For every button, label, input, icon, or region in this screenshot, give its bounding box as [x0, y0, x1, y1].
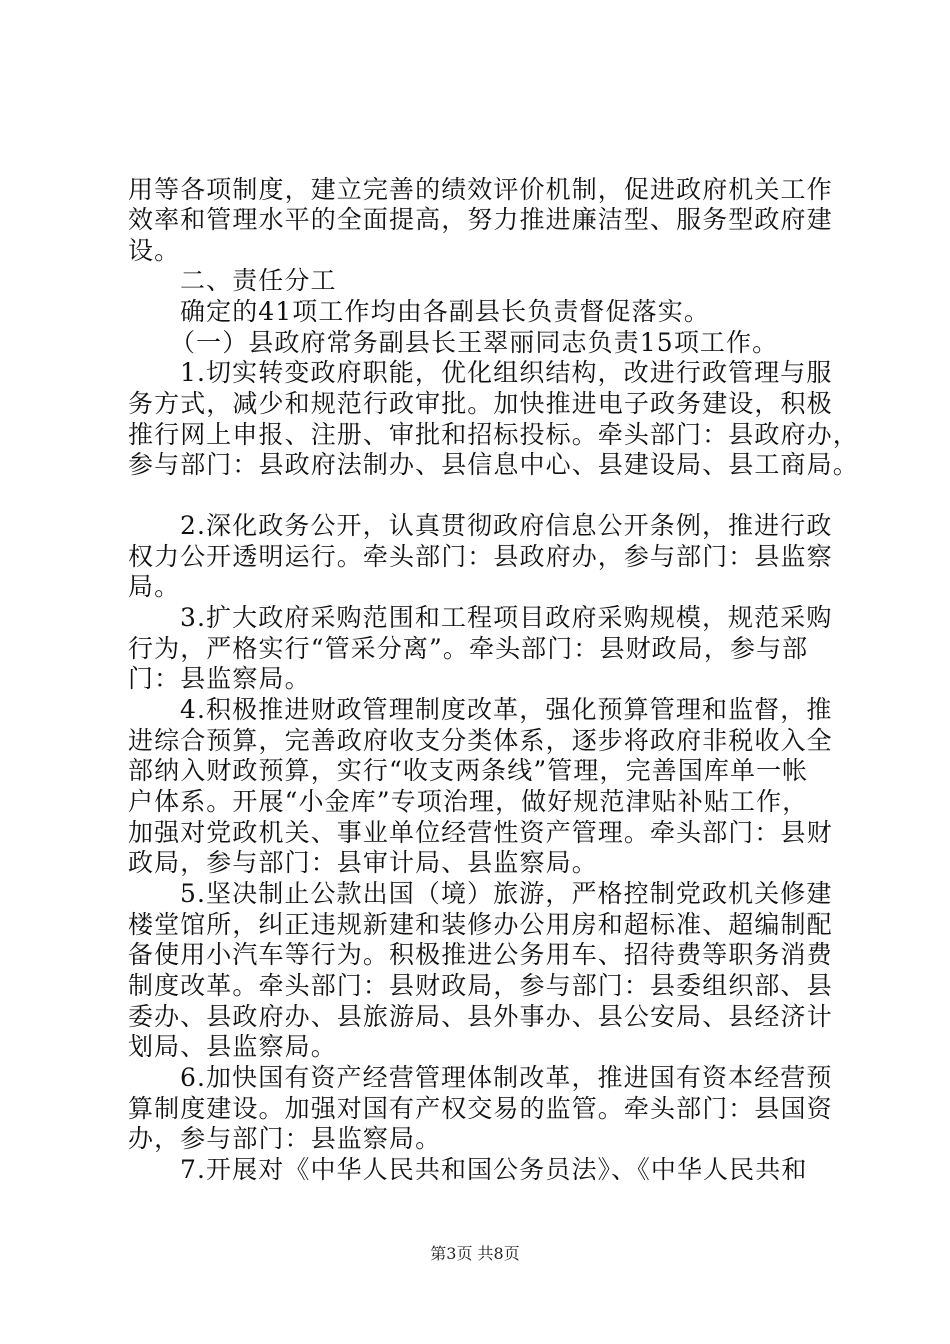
item-5-line-4: 制度改革。牵头部门：县财政局，参与部门：县委组织部、县 [128, 971, 833, 1000]
item-3-line-1: 3.扩大政府采购范围和工程项目政府采购规模，规范采购 [180, 603, 833, 632]
item-1-line-2: 务方式，减少和规范行政审批。加快推进电子政务建设，积极 [128, 389, 833, 418]
text-line-2: 效率和管理水平的全面提高，努力推进廉洁型、服务型政府建 [128, 205, 833, 234]
item-4-line-6: 政局，参与部门：县审计局、县监察局。 [128, 848, 598, 877]
item-5-line-2: 楼堂馆所，纠正违规新建和装修办公用房和超标准、超编制配 [128, 910, 833, 939]
item-4-line-3: 部纳入财政预算，实行“收支两条线”管理，完善国库单一帐 [128, 756, 809, 785]
item-6-line-1: 6.加快国有资产经营管理体制改革，推进国有资本经营预 [180, 1063, 833, 1092]
text-line-5: 确定的41项工作均由各副县长负责督促落实。 [180, 297, 710, 326]
item-1-line-3: 推行网上申报、注册、审批和招标投标。牵头部门：县政府办， [128, 420, 859, 449]
item-4-line-4: 户体系。开展“小金库”专项治理，做好规范津贴补贴工作， [128, 787, 809, 816]
page-number-footer: 第3页 共8页 [430, 1244, 520, 1263]
item-1-line-1: 1.切实转变政府职能，优化组织结构，改进行政管理与服 [180, 358, 833, 387]
item-5-line-3: 备使用小汽车等行为。积极推进公务用车、招待费等职务消费 [128, 940, 833, 969]
item-2-line-1: 2.深化政务公开，认真贯彻政府信息公开条例，推进行政 [180, 511, 833, 540]
section-heading: 二、责任分工 [180, 266, 337, 295]
item-4-line-1: 4.积极推进财政管理制度改革，强化预算管理和监督，推 [180, 695, 833, 724]
item-1-line-4: 参与部门：县政府法制办、县信息中心、县建设局、县工商局。 [128, 450, 859, 479]
item-2-line-3: 局。 [128, 572, 181, 601]
item-3-line-3: 门：县监察局。 [128, 664, 311, 693]
subsection-heading: （一）县政府常务副县长王翠丽同志负责15项工作。 [170, 328, 779, 357]
item-5-line-1: 5.坚决制止公款出国（境）旅游，严格控制党政机关修建 [180, 879, 833, 908]
text-line-3: 设。 [128, 236, 181, 265]
item-5-line-6: 划局、县监察局。 [128, 1032, 337, 1061]
item-2-line-2: 权力公开透明运行。牵头部门：县政府办，参与部门：县监察 [128, 542, 833, 571]
item-7-line-1: 7.开展对《中华人民共和国公务员法》、《中华人民共和 [180, 1155, 808, 1184]
item-3-line-2: 行为，严格实行“管采分离”。牵头部门：县财政局，参与部 [128, 634, 809, 663]
item-5-line-5: 委办、县政府办、县旅游局、县外事办、县公安局、县经济计 [128, 1002, 833, 1031]
item-4-line-5: 加强对党政机关、事业单位经营性资产管理。牵头部门：县财 [128, 818, 833, 847]
text-line-1: 用等各项制度，建立完善的绩效评价机制，促进政府机关工作 [128, 175, 833, 204]
item-6-line-2: 算制度建设。加强对国有产权交易的监管。牵头部门：县国资 [128, 1094, 833, 1123]
item-4-line-2: 进综合预算，完善政府收支分类体系，逐步将政府非税收入全 [128, 726, 833, 755]
item-6-line-3: 办，参与部门：县监察局。 [128, 1124, 442, 1153]
